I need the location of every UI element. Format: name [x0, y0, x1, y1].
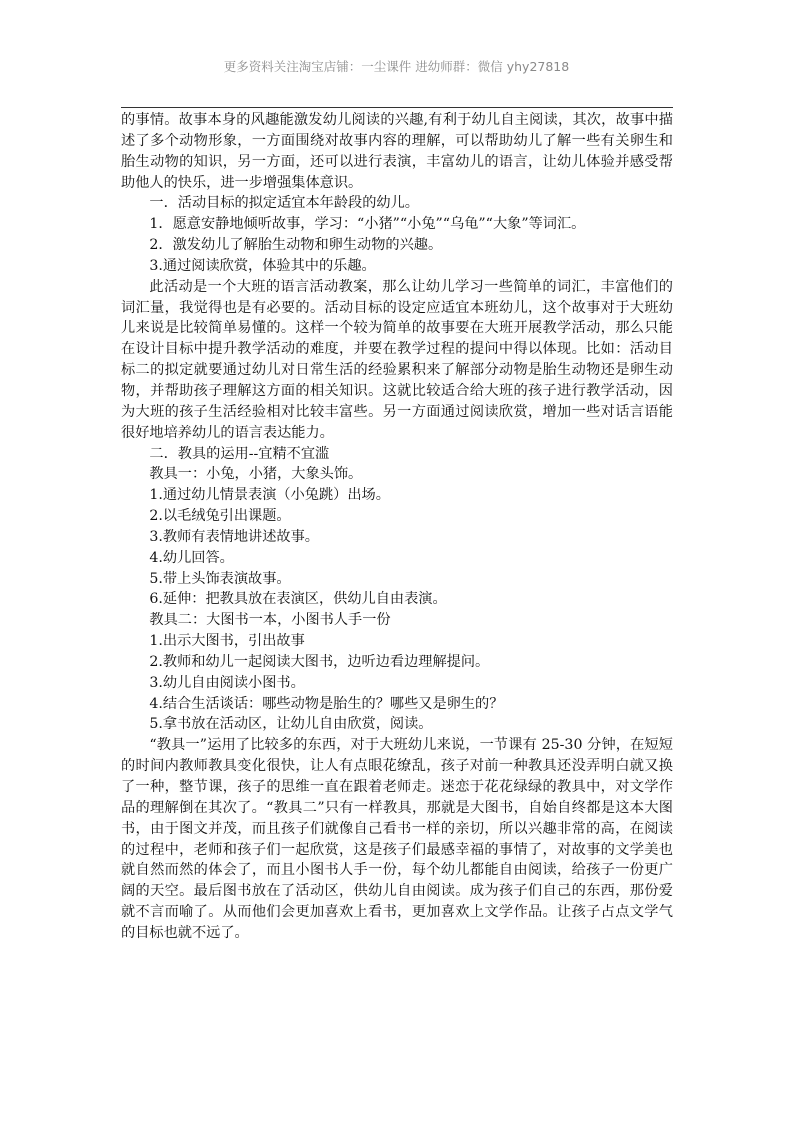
- aid-two-step-2: 2.教师和幼儿一起阅读大图书，边听边看边理解提问。: [149, 653, 490, 670]
- teaching-aid-two-title: 教具二：大图书一本，小图书人手一份: [149, 612, 391, 629]
- teaching-aid-one-title: 教具一：小兔，小猪，大象头饰。: [149, 466, 363, 483]
- heading-section-two: 二．教具的运用--宜精不宜滥: [149, 445, 330, 462]
- aid-one-step-2: 2.以毛绒兔引出课题。: [149, 508, 291, 525]
- aid-one-step-1: 1.通过幼儿情景表演（小兔跳）出场。: [149, 487, 390, 504]
- goal-item-1: 1．愿意安静地倾听故事，学习：“小猪”“小兔”“乌龟”“大象”等词汇。: [149, 216, 586, 233]
- aid-two-step-5: 5.拿书放在活动区，让幼儿自由欣赏，阅读。: [149, 716, 433, 733]
- aid-one-step-3: 3.教师有表情地讲述故事。: [149, 528, 319, 545]
- aid-one-step-5: 5.带上头饰表演故事。: [149, 570, 291, 587]
- paragraph-intro: 的事情。故事本身的风趣能激发幼儿阅读的兴趣,有利于幼儿自主阅读，其次，故事中描述了多个动物形象，一方面围绕对故事内容的理解，可以帮助幼儿了解一些有关卵生和胎生动物的知识，另一方面，还可以进行表演，丰富幼儿的语言，让幼儿体验并感受帮助他人的快乐，进一步增强集体意识。: [121, 112, 673, 191]
- document-body: [121, 110, 673, 944]
- goal-item-2: 2．激发幼儿了解胎生动物和卵生动物的兴趣。: [149, 237, 443, 254]
- paragraph-goal-analysis: 此活动是一个大班的语言活动教案，那么让幼儿学习一些简单的词汇，丰富他们的词汇量，我觉得也是有必要的。活动目标的设定应适宜本班幼儿，这个故事对于大班幼儿来说是比较简单易懂的。这样一个较为简单的故事要在大班开展教学活动，那么只能在设计目标中提升教学活动的难度，并要在教学过程的提问中得以体现。比如：活动目标二的拟定就要通过幼儿对日常生活的经验累积来了解部分动物是胎生动物还是卵生动物，并帮助孩子理解这方面的相关知识。这就比较适合给大班的孩子进行教学活动，因为大班的孩子生活经验相对比较丰富些。另一方面通过阅读欣赏，增加一些对话言语能很好地培养幼儿的语言表达能力。: [121, 278, 673, 441]
- page-header-watermark: 更多资料关注淘宝店铺：一尘课件 进幼师群：微信 yhy27818: [223, 59, 570, 74]
- aid-one-step-4: 4.幼儿回答。: [149, 549, 234, 566]
- aid-two-step-4: 4.结合生活谈话：哪些动物是胎生的？哪些又是卵生的？: [149, 695, 504, 712]
- paragraph-aid-comparison: “教具一”运用了比较多的东西，对于大班幼儿来说，一节课有 25-30 分钟，在短短的时间内教师教具变化很快，让人有点眼花缭乱，孩子对前一种教具还没弄明白就又换了一种，整节课，孩子的思维一直在跟着老师走。迷恋于花花绿绿的教具中，对文学作品的理解倒在其次了。“教具二”只有一样教具，那就是大图书，自始自终都是这本大图书，由于图文并茂，而且孩子们就像自己看书一样的亲切，所以兴趣非常的高，在阅读的过程中，老师和孩子们一起欣赏，这是孩子们最感幸福的事情了，对故事的文学美也就自然而然的体会了，而且小图书人手一份，每个幼儿都能自由阅读，给孩子一份更广阔的天空。最后图书放在了活动区，供幼儿自由阅读。成为孩子们自己的东西，那份爱就不言而喻了。从而他们会更加喜欢上看书，更加喜欢上文学作品。让孩子占点文学气的目标也就不远了。: [121, 737, 673, 941]
- goal-item-3: 3.通过阅读欣赏，体验其中的乐趣。: [149, 257, 376, 274]
- header-divider: [121, 107, 673, 108]
- heading-section-one: 一．活动目标的拟定适宜本年龄段的幼儿。: [149, 195, 419, 212]
- aid-one-step-6: 6.延伸：把教具放在表演区，供幼儿自由表演。: [149, 591, 447, 608]
- aid-two-step-1: 1.出示大图书，引出故事: [149, 633, 305, 650]
- aid-two-step-3: 3.幼儿自由阅读小图书。: [149, 674, 305, 691]
